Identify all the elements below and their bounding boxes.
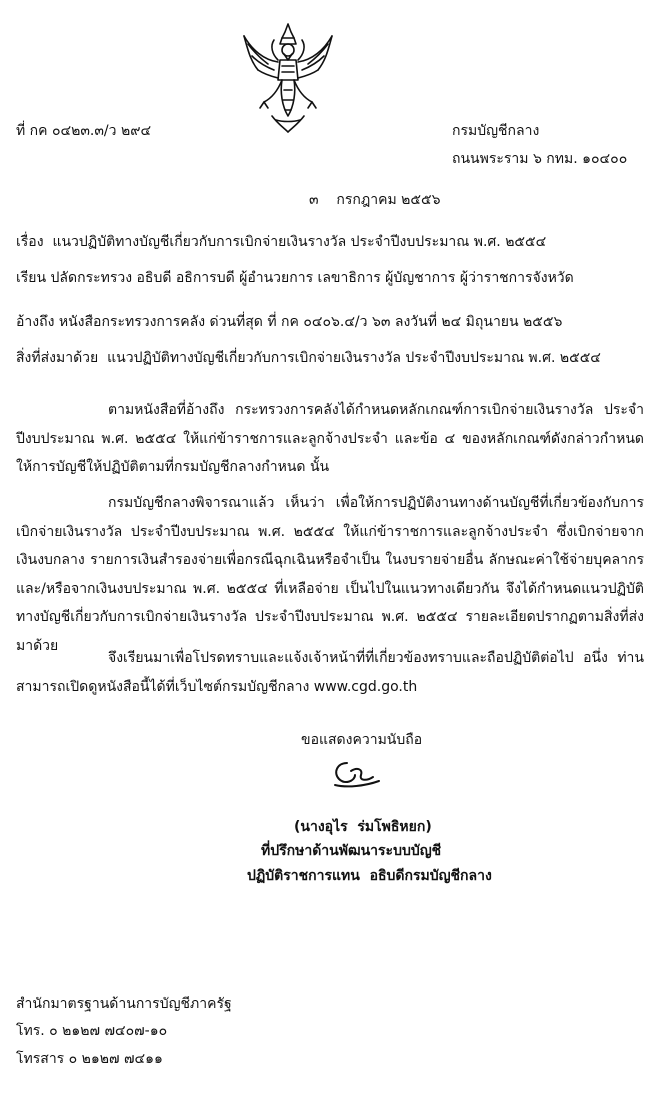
organization-name: กรมบัญชีกลาง: [452, 123, 540, 139]
enclosure-line: สิ่งที่ส่งมาด้วย แนวปฏิบัติทางบัญชีเกี่ยวกับการเบิกจ่ายเงินรางวัล ประจำปีงบประมาณ พ.ศ. ๒๕๕๔: [16, 350, 601, 366]
reference-line: อ้างถึง หนังสือกระทรวงการคลัง ด่วนที่สุด ที่ กค ๐๔๐๖.๔/ว ๖๓ ลงวันที่ ๒๔ มิถุนายน ๒๕๕๖: [16, 314, 563, 330]
signer-name: (นางอุไร ร่มโพธิหยก): [294, 819, 432, 835]
fax-number: โทรสาร ๐ ๒๑๒๗ ๗๔๑๑: [16, 1051, 163, 1067]
addressee-line: เรียน ปลัดกระทรวง อธิบดี อธิการบดี ผู้อำนวยการ เลขาธิการ ผู้บัญชาการ ผู้ว่าราชการจังหวัด: [16, 270, 574, 286]
phone-number: โทร. ๐ ๒๑๒๗ ๗๔๐๗-๑๐: [16, 1023, 168, 1039]
letter-date: ๓ กรกฎาคม ๒๕๕๖: [309, 192, 441, 208]
reference-number: ที่ กค ๐๔๒๓.๓/ว ๒๙๔: [16, 123, 152, 139]
handwritten-signature-icon: [325, 755, 385, 789]
signer-title: ที่ปรึกษาด้านพัฒนาระบบบัญชี: [261, 843, 442, 859]
organization-address: ถนนพระราม ๖ กทม. ๑๐๔๐๐: [452, 151, 628, 167]
signer-acting-position: ปฏิบัติราชการแทน อธิบดีกรมบัญชีกลาง: [247, 868, 492, 884]
issuing-office: สำนักมาตรฐานด้านการบัญชีภาครัฐ: [16, 996, 232, 1012]
salutation: ขอแสดงความนับถือ: [301, 732, 423, 748]
body-paragraph-1: ตามหนังสือที่อ้างถึง กระทรวงการคลังได้กำหนดหลักเกณฑ์การเบิกจ่ายเงินรางวัล ประจำปีงบประมาณ พ.ศ. ๒๕๕๔ ให้แก่ข้าราชการและลูกจ้างประจำ และข้อ ๔ ของหลักเกณฑ์ดังกล่าวกำหนดให้การบัญชีให้ปฏิบัติตามที่กรมบัญชีกลางกำหนด นั้น: [16, 402, 644, 475]
subject-line: เรื่อง แนวปฏิบัติทางบัญชีเกี่ยวกับการเบิกจ่ายเงินรางวัล ประจำปีงบประมาณ พ.ศ. ๒๕๕๔: [16, 234, 547, 250]
body-paragraph-3: จึงเรียนมาเพื่อโปรดทราบและแจ้งเจ้าหน้าที่ที่เกี่ยวข้องทราบและถือปฏิบัติต่อไป อนึ่ง ท่านสามารถเปิดดูหนังสือนี้ได้ที่เว็บไซต์กรมบัญชีกลาง www.cgd.go.th: [16, 650, 644, 695]
garuda-emblem-icon: [238, 20, 338, 136]
body-paragraph-2: กรมบัญชีกลางพิจารณาแล้ว เห็นว่า เพื่อให้การปฏิบัติงานทางด้านบัญชีที่เกี่ยวข้องกับการเบิกจ่ายเงินรางวัล ประจำปีงบประมาณ พ.ศ. ๒๕๕๔ ให้แก่ข้าราชการและลูกจ้างประจำ ซึ่งเบิกจ่ายจากเงินงบกลาง รายการเงินสำรองจ่ายเพื่อกรณีฉุกเฉินหรือจำเป็น ในงบรายจ่ายอื่น ลักษณะค่าใช้จ่ายบุคลากร และ/หรือจากเงินงบประมาณ พ.ศ. ๒๕๕๔ ที่เหลือจ่าย เป็นไปในแนวทางเดียวกัน จึงได้กำหนดแนวปฏิบัติทางบัญชีเกี่ยวกับการเบิกจ่ายเงินรางวัล ประจำปีงบประมาณ พ.ศ. ๒๕๕๔ รายละเอียดปรากฏตามสิ่งที่ส่งมาด้วย: [16, 495, 644, 654]
